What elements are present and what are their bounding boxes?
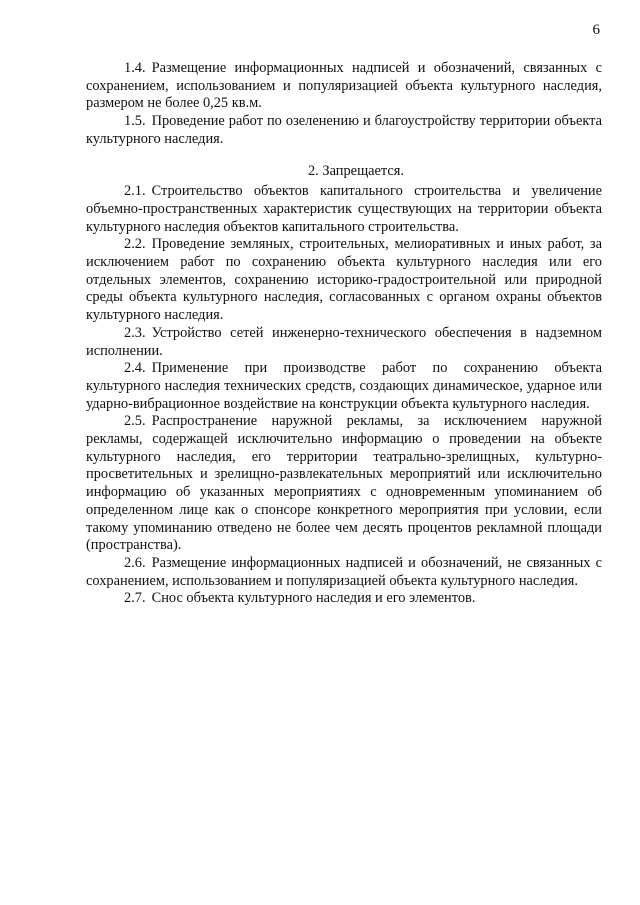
list-item xyxy=(86,236,602,325)
page-number: 6 xyxy=(592,22,600,38)
item-number: 2.7. xyxy=(124,590,146,607)
list-item xyxy=(86,325,602,360)
item-number: 2.1. xyxy=(124,183,146,200)
items-before-list xyxy=(86,60,602,149)
item-number: 2.2. xyxy=(124,236,146,253)
item-number: 2.6. xyxy=(124,554,146,571)
list-item xyxy=(86,113,602,148)
item-number: 2.5. xyxy=(124,413,146,430)
item-text: Устройство сетей инженерно-технического обеспечения в надземном исполнении. xyxy=(86,324,602,359)
section-heading: 2. Запрещается. xyxy=(307,162,404,179)
item-text: Распространение наружной рекламы, за исключением наружной рекламы, содержащей исключительно информацию о проведении на объекте культурного наследия, его территории театрально-зрелищных, культурно-просветительных и зрелищно-развлекательных мероприятий или исключительно информацию об указанных мероприятиях с одновременным упоминанием об определенном лице как о спонсоре конкретного мероприятия при условии, если такому упоминанию отведено не более чем десять процентов рекламной площади (пространства). xyxy=(86,413,602,554)
item-text: Строительство объектов капитального строительства и увеличение объемно-пространственных характеристик существующих на территории объекта культурного наследия объектов капитального строительства. xyxy=(86,183,602,235)
item-number: 1.4. xyxy=(124,60,146,76)
item-number: 2.3. xyxy=(124,324,146,341)
list-item xyxy=(86,590,602,608)
item-number: 1.5. xyxy=(124,113,146,130)
item-text: Снос объекта культурного наследия и его элементов. xyxy=(151,590,476,607)
list-item xyxy=(86,360,602,413)
prohibited-items-list xyxy=(86,183,602,608)
item-text: Применение при производстве работ по сохранению объекта культурного наследия технических средств, создающих динамическое, ударное или ударно-вибрационное воздействие на конструкции объекта культурного наследия. xyxy=(86,360,602,412)
item-text: Проведение земляных, строительных, мелиоративных и иных работ, за исключением работ по сохранению объекта культурного наследия или его отдельных элементов, сохранению историко-градостроительной или природной среды объекта культурного наследия, согласованных с органом охраны объектов культурного наследия. xyxy=(86,236,602,324)
item-number: 2.4. xyxy=(124,360,146,377)
item-text: Размещение информационных надписей и обозначений, связанных с сохранением, использованием и популяризацией объекта культурного наследия, размером не более 0,25 кв.м. xyxy=(86,60,602,112)
list-item xyxy=(86,555,602,590)
item-text: Размещение информационных надписей и обозначений, не связанных с сохранением, использованием и популяризацией объекта культурного наследия. xyxy=(86,554,602,589)
list-item xyxy=(86,60,602,113)
list-item xyxy=(86,183,602,236)
list-item xyxy=(86,413,602,555)
document-body xyxy=(86,60,602,608)
item-text: Проведение работ по озеленению и благоустройству территории объекта культурного наследия. xyxy=(86,113,602,147)
